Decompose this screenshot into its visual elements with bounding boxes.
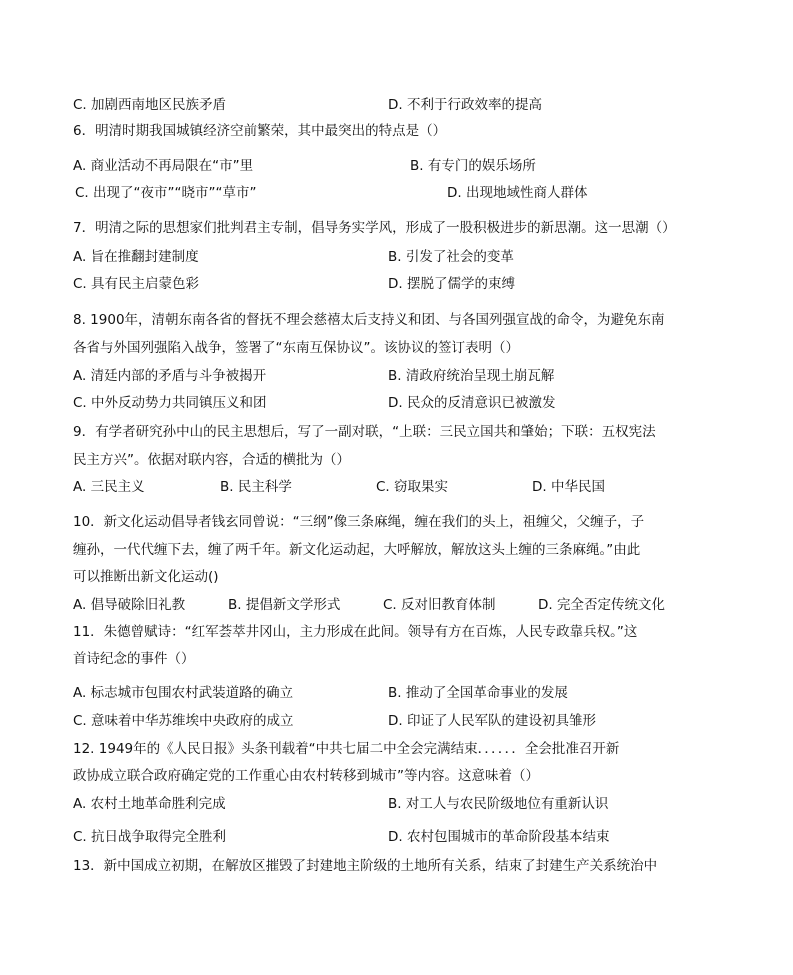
q8-option-d: D. 民众的反清意识已被激发	[388, 395, 556, 411]
q5-option-c: C. 加剧西南地区民族矛盾	[73, 97, 227, 113]
q6-option-b: B. 有专门的娱乐场所	[410, 158, 536, 174]
q7-option-c: C. 具有民主启蒙色彩	[73, 276, 200, 292]
q9-option-b: B. 民主科学	[220, 479, 292, 495]
q9-stem-line-1: 9．有学者研究孙中山的民主思想后，写了一副对联，“上联：三民立国共和肇始；下联：五权宪法	[73, 424, 656, 440]
q7-option-a: A. 旨在推翻封建制度	[73, 249, 199, 265]
q7-stem: 7．明清之际的思想家们批判君主专制，倡导务实学风，形成了一股积极进步的新思潮。这一思潮（）	[73, 220, 676, 236]
q12-option-b: B. 对工人与农民阶级地位有重新认识	[388, 796, 609, 812]
q8-stem-line-2: 各省与外国列强陷入战争，签署了“东南互保协议”。该协议的签订表明（）	[73, 340, 519, 356]
q10-option-b: B. 提倡新文学形式	[228, 597, 341, 613]
q9-option-d: D. 中华民国	[532, 479, 605, 495]
q6-option-a: A. 商业活动不再局限在“市”里	[73, 158, 254, 174]
q7-option-b: B. 引发了社会的变革	[388, 249, 514, 265]
q11-stem-line-1: 11．朱德曾赋诗：“红军荟萃井冈山，主力形成在此间。领导有方在百炼，人民专政靠兵权。”这	[73, 624, 638, 640]
q10-option-c: C. 反对旧教育体制	[383, 597, 496, 613]
q8-option-a: A. 清廷内部的矛盾与斗争被揭开	[73, 368, 267, 384]
q12-stem-line-2: 政协成立联合政府确定党的工作重心由农村转移到城市”等内容。这意味着（）	[73, 768, 539, 784]
q12-option-a: A. 农村土地革命胜利完成	[73, 796, 226, 812]
q12-option-c: C. 抗日战争取得完全胜利	[73, 829, 227, 845]
q13-stem-line-1: 13．新中国成立初期，在解放区摧毁了封建地主阶级的土地所有关系，结束了封建生产关系统治中	[73, 858, 658, 874]
q10-stem-line-3: 可以推断出新文化运动()	[73, 569, 219, 585]
q8-option-b: B. 清政府统治呈现土崩瓦解	[388, 368, 555, 384]
q6-option-c: C. 出现了“夜市”“晓市”“草市”	[75, 185, 257, 201]
q10-option-a: A. 倡导破除旧礼教	[73, 597, 186, 613]
q11-option-c: C. 意味着中华苏维埃中央政府的成立	[73, 713, 294, 729]
q8-option-c: C. 中外反动势力共同镇压义和团	[73, 395, 267, 411]
q9-option-c: C. 窃取果实	[376, 479, 449, 495]
q10-stem-line-2: 缠孙，一代代缠下去，缠了两千年。新文化运动起，大呼解放，解放这头上缠的三条麻绳。”由此	[73, 542, 641, 558]
q12-option-d: D. 农村包围城市的革命阶段基本结束	[388, 829, 610, 845]
q11-option-d: D. 印证了人民军队的建设初具雏形	[388, 713, 596, 729]
q11-stem-line-2: 首诗纪念的事件（）	[73, 651, 195, 667]
q10-stem-line-1: 10．新文化运动倡导者钱玄同曾说：“三纲”像三条麻绳，缠在我们的头上，祖缠父，父缠子，子	[73, 514, 645, 530]
q10-option-d: D. 完全否定传统文化	[538, 597, 665, 613]
q6-stem: 6．明清时期我国城镇经济空前繁荣，其中最突出的特点是（）	[73, 123, 447, 139]
q7-option-d: D. 摆脱了儒学的束缚	[388, 276, 515, 292]
q6-option-d: D. 出现地域性商人群体	[447, 185, 588, 201]
q11-option-a: A. 标志城市包围农村武装道路的确立	[73, 685, 294, 701]
q5-option-d: D. 不利于行政效率的提高	[388, 97, 542, 113]
q9-option-a: A. 三民主义	[73, 479, 145, 495]
q8-stem-line-1: 8. 1900年，清朝东南各省的督抚不理会慈禧太后支持义和团、与各国列强宣战的命令，为避免东南	[73, 312, 665, 328]
q12-stem-line-1: 12. 1949年的《人民日报》头条刊载着“中共七届二中全会完满结束．．．．．．全会批准召开新	[73, 741, 620, 757]
q11-option-b: B. 推动了全国革命事业的发展	[388, 685, 568, 701]
q9-stem-line-2: 民主方兴”。依据对联内容，合适的横批为（）	[73, 452, 350, 468]
